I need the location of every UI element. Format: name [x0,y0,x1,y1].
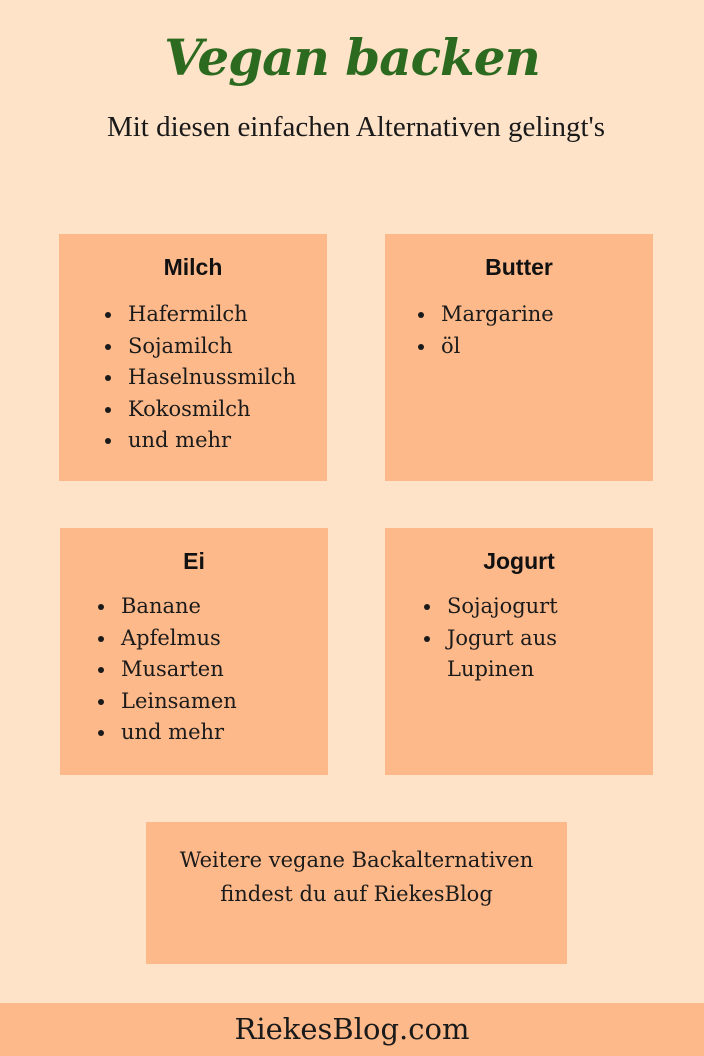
card-milch [59,234,327,481]
footer-banner: RiekesBlog.com [0,1003,704,1056]
card-butter [385,234,653,481]
list-item: • öl [437,331,554,363]
page-subtitle: Mit diesen einfachen Alternativen gelingt's [106,111,606,143]
list-item: • Sojajogurt [443,591,633,623]
card-ei [60,528,328,775]
list-item: • Haselnussmilch [124,362,296,394]
list-item: • Margarine [437,299,554,331]
card-list [93,591,237,749]
card-list [413,299,554,362]
page-title: Vegan backen [164,28,540,87]
list-item: • Jogurt aus Lupinen [443,623,633,686]
list-item: • und mehr [117,717,237,749]
card-list [419,591,633,686]
card-heading: Butter [485,254,553,280]
list-item: • Hafermilch [124,299,296,331]
more-info-box [146,822,567,964]
card-heading: Milch [163,254,223,280]
more-info-text: Weitere vegane Backalternativen findest du auf RiekesBlog [179,848,534,906]
list-item: • Kokosmilch [124,394,296,426]
list-item: • Apfelmus [117,623,237,655]
card-heading: Ei [183,548,205,574]
list-item: • Banane [117,591,237,623]
list-item: • Leinsamen [117,686,237,718]
card-list [100,299,296,457]
list-item: • Musarten [117,654,237,686]
list-item: • Sojamilch [124,331,296,363]
card-heading: Jogurt [483,548,555,574]
card-jogurt [385,528,653,775]
list-item: • und mehr [124,425,296,457]
